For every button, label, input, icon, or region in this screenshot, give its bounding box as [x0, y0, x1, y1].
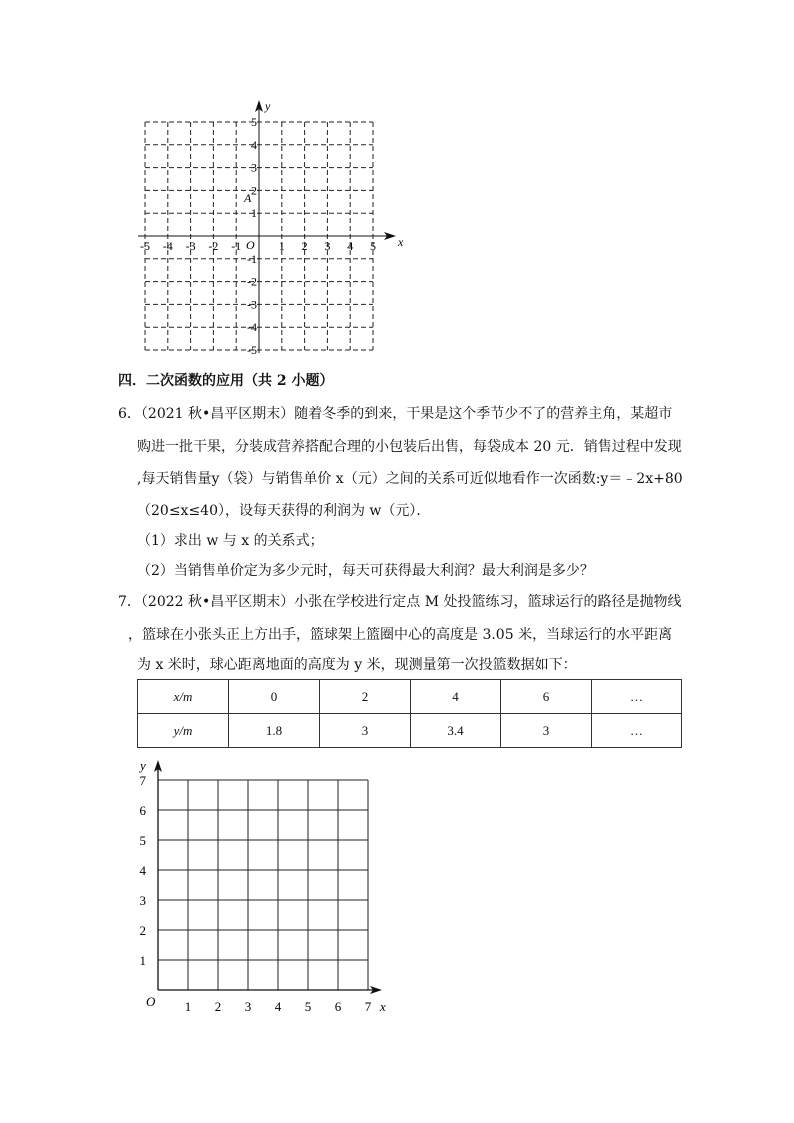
y-tick-label: 3: [139, 893, 146, 908]
q6-line-2: 购进一批干果，分装成营养搭配合理的小包装后出售，每袋成本 20 元．销售过程中发现: [137, 439, 682, 455]
y-axis-label: y: [265, 99, 271, 113]
x-tick-label: 4: [274, 999, 282, 1014]
table-header-cell: x/m: [138, 680, 229, 714]
y-tick-label: 4: [139, 863, 146, 878]
x-tick-label: 3: [244, 999, 252, 1014]
x-tick-label: 5: [370, 239, 376, 253]
x-axis-label: x: [380, 999, 386, 1014]
y-tick-label: -3: [247, 297, 257, 312]
q6-part-2: （2）当销售单价定为多少元时，每天可获得最大利润？最大利润是多少？: [137, 563, 594, 579]
table-header-cell: y/m: [138, 714, 229, 748]
table-cell: 3: [320, 714, 411, 748]
q6-number: 6．: [118, 406, 141, 422]
y-tick-label: -4: [247, 320, 257, 335]
y-tick-label: 5: [251, 115, 257, 129]
y-tick-label: 5: [139, 833, 146, 848]
y-tick-label: -1: [247, 251, 257, 266]
x-tick-label: -4: [162, 239, 173, 253]
y-tick-label: 3: [251, 160, 257, 175]
x-tick-label: 3: [324, 239, 331, 253]
x-axis-label: x: [398, 235, 404, 249]
y-tick-label: -5: [247, 343, 257, 357]
x-tick-label: 1: [184, 999, 192, 1014]
x-tick-label: 2: [301, 239, 308, 253]
y-tick-label: 6: [139, 803, 146, 818]
table-cell: 1.8: [229, 714, 320, 748]
origin-label: O: [146, 994, 156, 1009]
q6-part-1: （1）求出 w 与 x 的关系式；: [137, 533, 324, 549]
table-cell: 3.4: [411, 714, 501, 748]
y-tick-label: 2: [251, 183, 257, 198]
y-tick-label: 1: [251, 206, 257, 221]
y-axis-label: y: [140, 758, 146, 773]
table-cell: …: [592, 714, 682, 748]
section-title: 四．二次函数的应用（共 2 小题）: [118, 373, 334, 389]
q7-line-3: 为 x 米时，球心距离地面的高度为 y 米，现测量第一次投篮数据如下：: [137, 657, 577, 673]
q6-line-3: ,每天销售量y（袋）与销售单价 x（元）之间的关系可近似地看作一次函数:y＝﹣2x+80: [137, 471, 683, 487]
q7-line-2: ，篮球在小张头正上方出手，篮球架上篮圈中心的高度是 3.05 米，当球运行的水平距离: [128, 627, 673, 643]
x-tick-label: 7: [364, 999, 372, 1014]
q7-number: 7．: [118, 594, 141, 610]
x-tick-label: 5: [304, 999, 312, 1014]
x-tick-label: 2: [214, 999, 222, 1014]
y-tick-label: 7: [139, 773, 146, 788]
x-tick-label: -3: [185, 239, 196, 253]
q6-source: （2021 秋•昌平区期末）: [140, 406, 295, 422]
table-cell: …: [592, 680, 682, 714]
table-cell: 3: [501, 714, 592, 748]
x-tick-label: -2: [208, 239, 219, 253]
y-tick-label: -2: [247, 274, 257, 289]
y-tick-label: 1: [139, 953, 146, 968]
x-tick-label: -5: [140, 239, 150, 253]
q6-line-4: （20≤x≤40），设每天获得的利润为 w（元）．: [137, 503, 431, 519]
q6-text: 随着冬季的到来，干果是这个季节少不了的营养主角，某超市: [294, 406, 673, 422]
origin-label: O: [246, 238, 255, 252]
x-tick-label: -1: [231, 239, 242, 253]
table-cell: 2: [320, 680, 411, 714]
point-a-label: A: [244, 191, 252, 205]
x-tick-label: 6: [334, 999, 342, 1014]
q7-text: 小张在学校进行定点 M 处投篮练习，篮球运行的路径是抛物线: [294, 594, 682, 610]
table-cell: 0: [229, 680, 320, 714]
x-tick-label: 4: [347, 239, 354, 253]
table-cell: 6: [501, 680, 592, 714]
q7-source: （2022 秋•昌平区期末）: [140, 594, 295, 610]
x-tick-label: 1: [278, 239, 285, 253]
y-tick-label: 4: [251, 137, 257, 152]
y-tick-label: 2: [139, 923, 146, 938]
table-cell: 4: [411, 680, 501, 714]
